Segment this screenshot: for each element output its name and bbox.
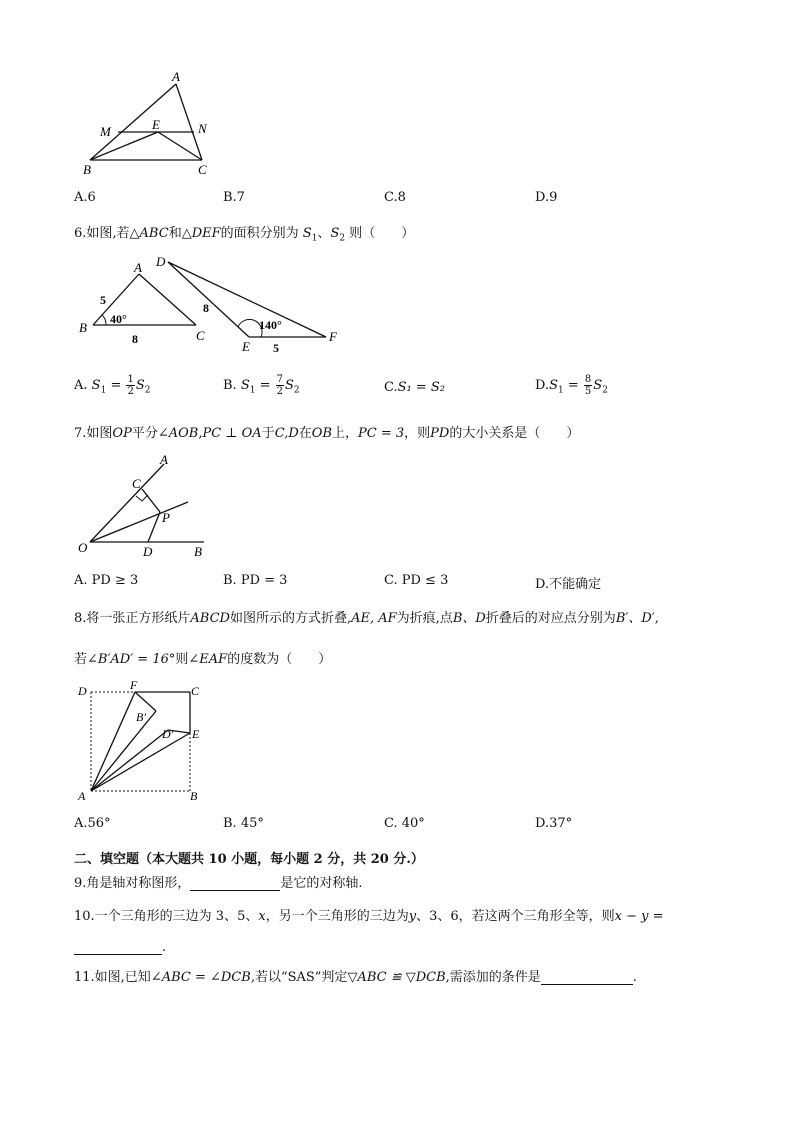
q10-blank-line: . bbox=[74, 940, 166, 955]
q6-label-f: F bbox=[329, 329, 337, 344]
q5-label-a: A bbox=[172, 70, 180, 84]
q8-label-dprime: D′ bbox=[162, 727, 174, 741]
q5-label-m: M bbox=[100, 124, 111, 139]
q8-label-f: F bbox=[130, 678, 138, 692]
q5-figure bbox=[78, 70, 218, 180]
q6-label-a: A bbox=[134, 260, 142, 275]
q6-label-angle-b: 40° bbox=[110, 312, 127, 326]
q5-option-a: A.6 bbox=[74, 190, 96, 205]
q8-option-a: A.56° bbox=[74, 816, 111, 831]
q7-option-a: A. PD ≥ 3 bbox=[74, 573, 139, 588]
q11-blank[interactable] bbox=[541, 970, 633, 985]
q10-stem: 10.一个三角形的三边为 3、5、x，另一个三角形的三边为y、3、6，若这两个三角形全等，则x − y = bbox=[74, 909, 664, 924]
q7-figure bbox=[76, 452, 216, 562]
q9-blank[interactable] bbox=[190, 876, 280, 891]
q7-label-o: O bbox=[78, 540, 88, 555]
q8-option-b: B. 45° bbox=[223, 816, 264, 831]
q7-option-b: B. PD = 3 bbox=[223, 573, 288, 588]
q8-label-c: C bbox=[191, 684, 200, 698]
q8-figure bbox=[76, 678, 216, 803]
q6-label-c: C bbox=[196, 328, 205, 343]
q7-label-c: C bbox=[132, 476, 141, 491]
q5-option-d: D.9 bbox=[535, 190, 558, 205]
q6-label-ef: 5 bbox=[273, 341, 279, 355]
q5-option-b: B.7 bbox=[223, 190, 245, 205]
q11-stem: 11.如图,已知∠ABC = ∠DCB,若以“SAS”判定▽ABC ≌ ▽DCB,需添加的条件是 . bbox=[74, 970, 637, 985]
q5-label-e: E bbox=[152, 117, 160, 132]
q7-label-a: A bbox=[160, 452, 168, 467]
q7-option-d: D.不能确定 bbox=[535, 577, 602, 592]
q6-option-b: B. $S_1$ = $\frac{7}{2}$ $S_2$ bbox=[223, 374, 300, 397]
q8-label-bprime: B′ bbox=[136, 710, 146, 724]
q5-option-c: C.8 bbox=[384, 190, 406, 205]
q6-label-e: E bbox=[242, 339, 250, 354]
q6-option-c: C.S₁ = S₂ bbox=[384, 380, 446, 395]
q6-label-ab: 5 bbox=[100, 293, 106, 307]
q6-label-d: D bbox=[156, 254, 166, 269]
q8-option-d: D.37° bbox=[535, 816, 573, 831]
q6-label-de: 8 bbox=[203, 301, 209, 315]
q8-label-b: B bbox=[190, 789, 198, 803]
q7-stem: 7.如图OP平分∠AOB,PC ⊥ OA于C,D在OB上，PC = 3，则PD的大小关系是（ ） bbox=[74, 426, 580, 441]
section2-title: 二、填空题（本大题共 10 小题，每小题 2 分，共 20 分.） bbox=[74, 852, 424, 867]
q7-label-p: P bbox=[162, 510, 170, 525]
q9-stem: 9.角是轴对称图形， 是它的对称轴. bbox=[74, 876, 363, 891]
q8-label-e: E bbox=[192, 727, 200, 741]
q5-label-c: C bbox=[198, 162, 207, 177]
q8-label-d: D bbox=[78, 684, 87, 698]
q6-stem: 6.如图,若△ABC和△DEF的面积分别为 $S_1$、$S_2$ 则（ ） bbox=[74, 226, 415, 244]
q7-label-b: B bbox=[194, 544, 202, 559]
q7-option-c: C. PD ≤ 3 bbox=[384, 573, 449, 588]
q6-label-angle-e: 140° bbox=[259, 318, 282, 332]
q6-option-a: A. $S_1$ = $\frac{1}{2}$ $S_2$ bbox=[74, 374, 151, 397]
q5-label-n: N bbox=[198, 121, 207, 136]
q10-blank[interactable] bbox=[74, 940, 162, 955]
q5-label-b: B bbox=[83, 162, 91, 177]
q6-option-d: $D.S_1$ = $\frac{8}{5}$ $S_2$ bbox=[535, 374, 608, 397]
q6-label-b: B bbox=[79, 320, 87, 335]
q6-label-bc: 8 bbox=[132, 332, 138, 346]
q7-label-d: D bbox=[143, 544, 153, 559]
q8-option-c: C. 40° bbox=[384, 816, 425, 831]
q8-label-a: A bbox=[78, 789, 86, 803]
q8-stem-line1: 8.将一张正方形纸片ABCD如图所示的方式折叠,AE, AF为折痕,点B、D折叠后的对应点分别为B′、D′, bbox=[74, 611, 659, 626]
q6-figure bbox=[76, 252, 356, 357]
q8-stem-line2: 若∠B′AD′ = 16°则∠EAF的度数为（ ） bbox=[74, 652, 332, 667]
